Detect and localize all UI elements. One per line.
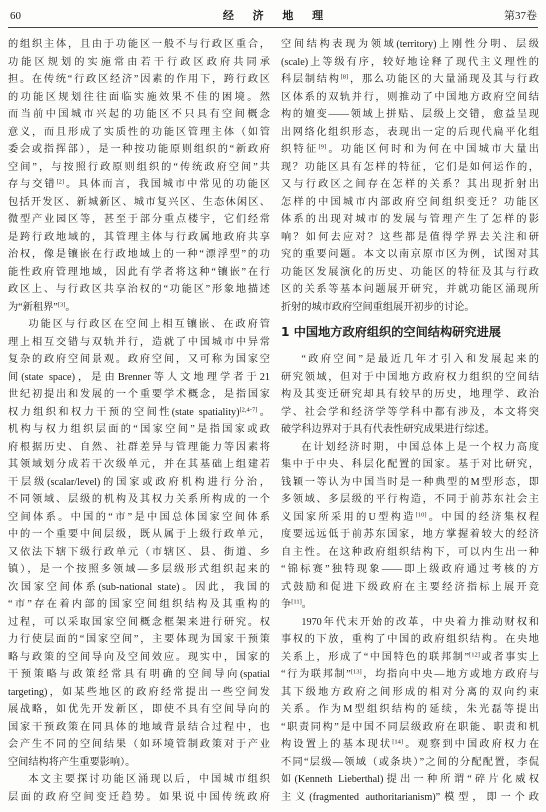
paragraph	[8, 36, 270, 316]
text-line: 略与政策的空间导向及空间效应。现实中，国家的	[8, 651, 270, 663]
text-line: 构设置上的基本现状[14]。观察到中国政府权力在	[281, 738, 539, 750]
paragraph	[8, 771, 270, 806]
text-line: 微型产业园区等，甚至于部分重点楼宇，它们经常	[8, 214, 270, 225]
text-line: 多领域、多层级的平行构造，不同于前苏东社会主	[281, 494, 539, 505]
text-line: 为“新租界”[3]。	[8, 301, 76, 313]
text-line: 集中于中央、科层化配置的国家。基于对比研究，	[281, 459, 539, 470]
text-line: 在计划经济时期，中国总体上是一个权力高度	[301, 441, 539, 453]
volume-label: 第37卷	[504, 10, 537, 22]
citation-ref: [2]	[56, 178, 65, 186]
text-line: 折射的城市政府空间重组展开初步的讨论。	[281, 301, 475, 313]
text-line: 空间体系。中国的“市”是中国总体国家空间体系	[8, 511, 270, 523]
text-line: “政府空间”是最近几年才引入和发展起来的	[301, 354, 539, 365]
text-line: 的功能区规划往往面临实施效果不佳的困境。然	[8, 91, 270, 103]
paragraph	[281, 439, 539, 614]
text-line: 干层级(scalar/level)的国家或政府机构进行分治，	[8, 476, 270, 488]
text-line: 意义，而且形成了实质性的功能区管理主体（如管	[8, 126, 270, 138]
text-line: 织特征[9]。功能区何时和为何在中国城市大量出	[281, 143, 539, 155]
text-line: “锦标赛”独特现象——即上级政府通过考核的方	[281, 564, 539, 575]
text-line: 复杂的政府空间景观。政府空间，又可称为国家空	[8, 354, 270, 365]
text-line: 区的关系等基本问题展开研究，并就功能区涌现所	[281, 284, 539, 295]
text-line: 而当前中国城市兴起的功能区不只具有空间概念	[8, 109, 270, 120]
text-line: 出网络化组织形态，表现出一定的后现代扁平化组	[281, 126, 539, 138]
text-line: 层面的政府空间变迁趋势。如果说中国传统政府	[8, 791, 270, 803]
citation-ref: [10]	[415, 511, 427, 518]
text-line: 关系。作为M型组织结构的延续，朱光磊等提出	[281, 704, 539, 715]
text-line: 治权，像是镶嵌在行政地域上的一种“漂浮型”的功	[8, 249, 270, 260]
citation-ref: [11]	[291, 598, 302, 606]
text-line: 1970年代末开始的改革，中央着力推动财权和	[301, 616, 539, 628]
text-line: 中的一个重要中间层级，既从属于上级行政单元，	[8, 529, 270, 540]
text-line: 空间结构将产生重要影响）。	[8, 756, 136, 768]
text-line: 义国家所采用的U型构造[10]。中国的经济集权程	[281, 511, 539, 523]
section-heading: 1 中国地方政府组织的空间结构研究进展	[281, 325, 501, 339]
citation-ref: [3]	[57, 301, 66, 308]
text-line: 次国家空间体系(sub-national state)。因此，我国的	[8, 581, 270, 593]
text-line: 镇），是一个按照多领域—多层级形式组织起来的	[8, 564, 270, 575]
text-line: 包括开发区、新城新区、城市复兴区、生态休闲区、	[8, 196, 270, 208]
citation-ref: [9]	[318, 143, 327, 151]
text-line: 如(Kenneth Lieberthal)提出一种所谓“碎片化威权	[281, 774, 539, 785]
text-line: 构及其变迁研究却具有较早的历史，地理学、政治	[281, 389, 539, 400]
journal-title: 经 济 地 理	[222, 10, 332, 22]
text-line: 空间结构表现为领域(territory)上刚性分明、层级	[281, 39, 539, 50]
text-line: 展战略，如优先开发新区，即使不具有空间导向的	[8, 704, 270, 715]
text-line: 委会或指挥部），是一种按功能原则组织的“新政府	[8, 144, 270, 155]
text-line: 府根据历史、自然、社群差异与管理能力等因素将	[8, 441, 270, 453]
text-line: targeting)，如某些地区的政府经常提出一些空间发	[8, 686, 270, 698]
text-line: 主义(fragmented authoritarianism)”模型，即一个政	[281, 791, 539, 803]
text-line: 空间”，与按照行政原则组织的“传统政府空间”共	[8, 161, 270, 173]
citation-ref: [14]	[392, 738, 404, 746]
text-line: 区体系的双轨并行，则推动了中国地方政府空间结	[281, 91, 539, 103]
text-line: 功能区与行政区在空间上相互镶嵌、在政府管	[28, 319, 270, 330]
text-line: 担。在传统“行政区经济”因素的作用下，跨行政区	[8, 74, 270, 85]
citation-ref: [2,4-7]	[239, 406, 258, 413]
text-line: “职责同构”是中国不同层级政府在职能、职责和机	[281, 721, 539, 733]
text-line: 本文主要探讨功能区涌现以后，中国城市组织	[28, 774, 270, 785]
text-line: 间(state space)，是由Brenner等人文地理学者于21	[8, 371, 270, 383]
text-line: 功能区发展演化的历史、功能区的特征及其与行政	[281, 266, 539, 278]
text-line: 干预策略与政策经常具有明确的空间导向(spatial	[8, 669, 270, 680]
text-line: 能性政府管理地域，因此有学者将这种“镶嵌”在行	[8, 266, 270, 278]
text-line: 世纪初提出和发展的一个重要学术概念，是指国家	[8, 389, 270, 400]
text-line: 事权的下放，重构了中国的政府组织结构。在央地	[281, 634, 539, 645]
text-line: “市”存在着内部的国家空间组织结构及其重构的	[8, 599, 270, 610]
text-line: 存与交错[2]。具体而言，我国城市中常见的功能区	[8, 178, 270, 190]
text-line: 权力组织和权力干预的空间性(state spatiality)[2,4-7]。	[8, 406, 270, 418]
intro-continuation	[281, 36, 539, 316]
text-line: 现？功能区具有怎样的特征，它们是如何运作的，	[281, 161, 539, 173]
text-line: 功能区规划的实施常由若干行政区政府共同承	[8, 56, 270, 68]
section-body	[281, 351, 539, 806]
text-line: “行为联邦制”[13]，均指向中央—地方或地方政府与	[281, 668, 539, 680]
text-line: 会产生不同的空间结果（如环境管制政策对于产业	[8, 739, 270, 750]
citation-ref: [12]	[469, 651, 480, 658]
text-line: 研究领域，但对于中国地方政府权力组织的空间结	[281, 371, 539, 383]
text-line: 过程，可以采取国家空间概念框架来进行研究。权	[8, 616, 270, 628]
text-line: (scale)上等级有序，较好地诠释了现代主义理性的	[281, 56, 539, 68]
text-line: 破学科边界对于具有代表性研究成果进行综述。	[281, 424, 495, 435]
text-line: 机构与权力组织层面的“国家空间”是指国家或政	[8, 424, 270, 435]
text-line: 又依法下辖下级行政单元（市辖区、县、街道、乡	[8, 546, 270, 558]
text-line: 自主性。在这种政府组织结构下，可以内生出一种	[281, 546, 539, 558]
text-line: 构的嬗变——领域上拼贴、层级上交错，愈益呈现	[281, 109, 539, 120]
text-line: 力行使层面的“国家空间”，主要体现为国家干预策	[8, 634, 270, 645]
text-line: 其下级地方政府之间形成的相对分离的双向约束	[281, 686, 539, 698]
page-number: 60	[10, 10, 21, 22]
text-line: 响？如何去应对？这些都是值得学界去关注和研	[281, 231, 539, 243]
left-column	[8, 36, 270, 806]
text-line: 不同“层级—领域（或条块）”之间的分配配置，李侃	[281, 756, 539, 768]
paragraph	[281, 351, 539, 439]
text-line: 钱颖一等认为中国当时是一种典型的M型形态，即	[281, 476, 539, 488]
text-line: 又与行政区之间存在怎样的关系？其出现折射出	[281, 179, 539, 190]
text-line: 是跨行政地域的，其管理主体与行政属地政府共享	[8, 231, 270, 243]
header-rule	[8, 27, 538, 28]
text-line: 科层制结构[8]，那么功能区的大量涌现及其与行政	[281, 73, 539, 85]
text-line: 其领域划分成若干次级单元，并在其基础上组建若	[8, 459, 270, 470]
text-line: 国家干预政策在同具体的地域背景结合过程中，也	[8, 721, 270, 733]
text-line: 究的重要问题。本文以南京原市区为例，试图对其	[281, 249, 539, 260]
citation-ref: [8]	[340, 73, 349, 81]
text-line: 不同领域、层级的机构及其权力关系所构成的一个	[8, 494, 270, 505]
text-line: 体系的出现对城市的发展与管理产生了怎样的影	[281, 214, 539, 225]
text-line: 政区上、与行政区共享治权的“功能区”形象地描述	[8, 284, 270, 295]
text-line: 理上相互交错与双轨并行，造就了中国城市中异常	[8, 336, 270, 348]
text-line: 式鼓励和促进下级政府在主要经济指标上展开竞	[281, 581, 539, 593]
paragraph	[281, 614, 539, 807]
paragraph	[8, 316, 270, 771]
text-line: 关系上，形成了“中国特色的联邦制”[12]或者事实上	[281, 651, 539, 663]
text-line: 争[11]。	[281, 598, 312, 610]
text-line: 的组织主体，且由于功能区一般不与行政区重合，	[8, 39, 270, 50]
right-column	[281, 36, 539, 806]
paragraph	[281, 36, 539, 316]
text-line: 怎样的中国城市内部政府空间组织变迁？功能区	[281, 196, 539, 208]
citation-ref: [13]	[350, 668, 362, 676]
text-line: 学、社会学和经济学等学科中都有涉及，本文将突	[281, 406, 539, 418]
text-line: 度要远远低于前苏东国家，地方掌握着较大的经济	[281, 529, 539, 540]
